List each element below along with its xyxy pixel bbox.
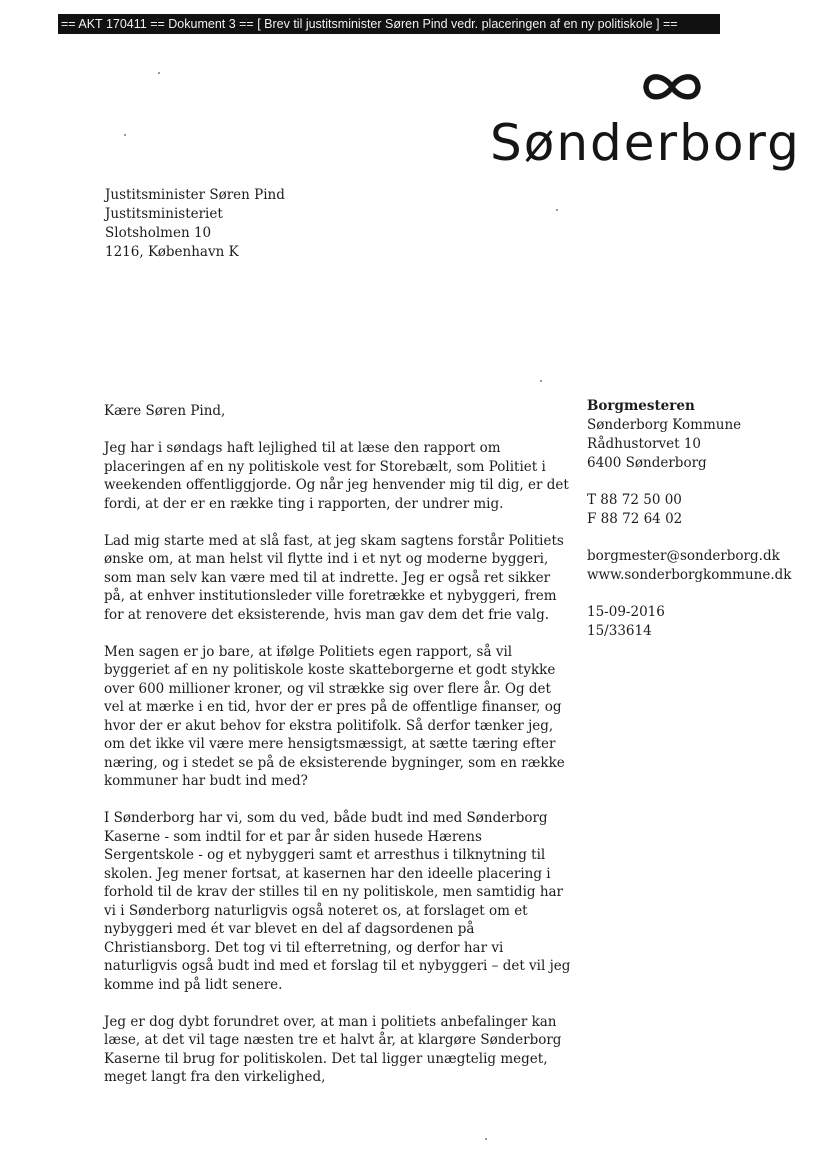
sender-org: Sønderborg Kommune [587,417,742,433]
scan-speck [124,134,126,136]
case-reference: 15/33614 [587,623,652,639]
logo-wordmark: Sønderborg [490,114,801,172]
infinity-icon [641,70,703,104]
scan-speck [158,72,160,74]
scan-speck [540,380,542,382]
sender-title: Borgmesteren [587,398,695,414]
sender-phone: T 88 72 50 00 [587,492,682,508]
recipient-line: Justitsministeriet [105,206,223,222]
recipient-line: Slotsholmen 10 [105,225,212,241]
sender-email: borgmester@sonderborg.dk [587,548,780,564]
scan-speck [556,209,558,211]
letter-date: 15-09-2016 [587,604,665,620]
sender-city: 6400 Sønderborg [587,455,707,471]
recipient-address [105,186,285,262]
document-header-bar: == AKT 170411 == Dokument 3 == [ Brev til justitsminister Søren Pind vedr. placeringen af en ny politiskole ] == [58,14,720,34]
sender-fax: F 88 72 64 02 [587,511,683,527]
letter-paragraph: Jeg har i søndags haft lejlighed til at læse den rapport om placeringen af en ny politiskole vest for Storebælt, som Politiet i weekenden offentliggjorde. Og når jeg henvender mig til dig, er det fordi, at der er en række ting i rapporten, der undrer mig. [104,440,569,512]
letter-body [104,402,574,1105]
letter-paragraph: Lad mig starte med at slå fast, at jeg skam sagtens forstår Politiets ønske om, at man helst vil flytte ind i et nyt og moderne byggeri, som man selv kan være med til at indrette. Jeg er også ret sikker på, at enhver institutionsleder ville foretrække et nybyggeri, frem for at renovere det eksisterende, hvis man gav dem det frie valg. [104,532,564,623]
sender-web: www.sonderborgkommune.dk [587,567,792,583]
recipient-line: 1216, København K [105,244,239,260]
recipient-line: Justitsminister Søren Pind [105,187,285,203]
letter-paragraph: Jeg er dog dybt forundret over, at man i politiets anbefalinger kan læse, at det vil tage næsten tre et halvt år, at klargøre Sønderborg Kaserne til brug for politiskolen. Det tal ligger unægtelig meget, meget langt fra den virkelighed, [104,1013,562,1085]
sender-block [587,397,791,641]
salutation: Kære Søren Pind, [104,403,226,419]
sender-street: Rådhustorvet 10 [587,436,701,452]
letter-paragraph: Men sagen er jo bare, at ifølge Politiets egen rapport, så vil byggeriet af en ny politiskole koste skatteborgerne et godt stykke over 600 millioner kroner, og vil strække sig over flere år. Og det vel at mærke i en tid, hvor der er pres på de offentlige finanser, og hvor der er akut behov for ekstra politifolk. Så derfor tænker jeg, om det ikke vil være mere hensigtsmæssigt, at sætte tæring efter næring, og i stedet se på de eksisterende bygninger, som en række kommuner har budt ind med? [104,643,565,789]
letter-paragraph: I Sønderborg har vi, som du ved, både budt ind med Sønderborg Kaserne - som indtil for et par år siden husede Hærens Sergentskole - og et nybyggeri samt et arresthus i tilknytning til skolen. Jeg mener fortsat, at kasernen har den ideelle placering i forhold til de krav der stilles til en ny politiskole, men samtidig har vi i Sønderborg naturligvis også noteret os, at forslaget om et nybyggeri med ét var blevet en del af dagsordenen på Christiansborg. Det tog vi til efterretning, og derfor har vi naturligvis også budt ind med et forslag til et nybyggeri – det vil jeg komme ind på lidt senere. [104,810,571,993]
scan-speck [485,1138,487,1140]
